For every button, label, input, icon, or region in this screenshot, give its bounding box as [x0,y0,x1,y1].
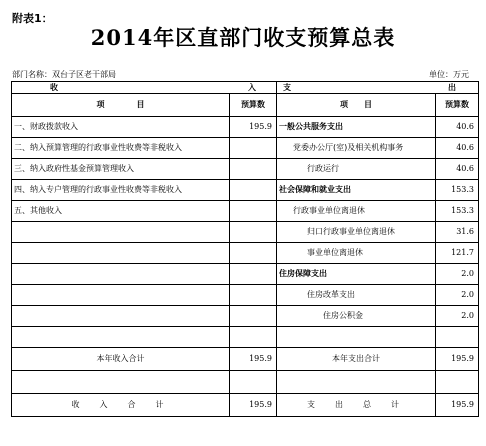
expense-item: 住房公积金 [277,306,436,327]
year-income-total-value: 195.9 [230,348,277,371]
income-value-empty [230,243,277,264]
income-value-empty [230,306,277,327]
income-value [230,159,277,180]
expense-item: 行政运行 [277,159,436,180]
table-row [12,243,479,264]
expense-value: 40.6 [436,138,479,159]
department-name: 部门名称：双台子区老干部局 [12,70,116,79]
expense-item: 归口行政事业单位离退休 [277,222,436,243]
col-header-item2: 项 目 [277,94,436,117]
expense-item: 一般公共服务支出 [277,117,436,138]
grand-income-value: 195.9 [230,394,277,417]
expense-header [277,82,479,94]
table-row [12,264,479,285]
expense-value: 2.0 [436,285,479,306]
expense-item: 行政事业单位离退休 [277,201,436,222]
attachment-label: 附表1： [12,12,53,25]
income-value: 195.9 [230,117,277,138]
expense-item: 事业单位离退休 [277,243,436,264]
table-row [12,138,479,159]
grand-total-row [12,394,479,417]
expense-value: 31.6 [436,222,479,243]
expense-header-right: 出 [448,82,456,92]
income-item-empty [12,306,230,327]
grand-expense-value: 195.9 [436,394,479,417]
table-row [12,201,479,222]
expense-item: 住房保障支出 [277,264,436,285]
table-row [12,306,479,327]
spacer-row [12,371,479,394]
expense-item: 住房改革支出 [277,285,436,306]
year-income-total-label: 本年收入合计 [12,348,230,371]
table-row [12,159,479,180]
table-row [12,180,479,201]
expense-item: 社会保障和就业支出 [277,180,436,201]
grand-expense-label: 支 出 总 计 [277,394,436,417]
page-title: 2014年区直部门收支预算总表 [90,25,396,50]
column-header-row [12,94,479,117]
income-value [230,138,277,159]
income-value-empty [230,285,277,306]
expense-value: 2.0 [436,264,479,285]
income-item: 二、纳入预算管理的行政事业性收费等非税收入 [12,138,230,159]
income-item-empty [12,243,230,264]
expense-value: 121.7 [436,243,479,264]
unit-label: 单位：万元 [429,70,469,79]
income-value [230,180,277,201]
col-header-budget: 预算数 [230,94,277,117]
income-value-empty [230,264,277,285]
expense-value: 40.6 [436,159,479,180]
year-expense-total-label: 本年支出合计 [277,348,436,371]
income-item: 五、其他收入 [12,201,230,222]
table-row [12,222,479,243]
col-header-budget2: 预算数 [436,94,479,117]
income-item-empty [12,285,230,306]
income-value [230,201,277,222]
col-header-item: 项 目 [12,94,230,117]
grand-income-label: 收 入 合 计 [12,394,230,417]
income-header [12,82,277,94]
income-item-empty [12,264,230,285]
budget-table [11,81,479,417]
expense-header-left: 支 [283,82,291,92]
income-header-right: 入 [248,82,256,92]
year-total-row [12,348,479,371]
table-row [12,285,479,306]
section-header-row [12,82,479,94]
expense-value: 40.6 [436,117,479,138]
income-item: 三、纳入政府性基金预算管理收入 [12,159,230,180]
expense-item: 党委办公厅(室)及相关机构事务 [277,138,436,159]
expense-value: 2.0 [436,306,479,327]
income-item-empty [12,222,230,243]
income-value-empty [230,222,277,243]
income-item: 四、纳入专户管理的行政事业性收费等非税收入 [12,180,230,201]
expense-value: 153.3 [436,201,479,222]
expense-value: 153.3 [436,180,479,201]
income-item: 一、财政拨款收入 [12,117,230,138]
income-header-left: 收 [50,82,58,92]
table-row [12,117,479,138]
table-row-empty [12,327,479,348]
year-expense-total-value: 195.9 [436,348,479,371]
